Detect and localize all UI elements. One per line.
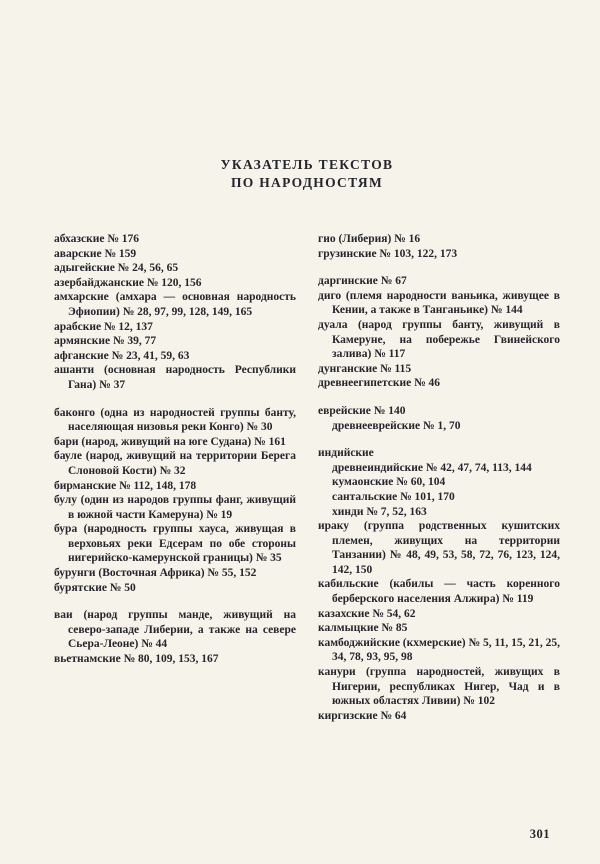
index-entry: абхазские № 176 <box>54 233 140 245</box>
index-entry: сантальские № 101, 170 <box>332 490 455 503</box>
index-entry: калмыцкие № 85 <box>318 622 408 635</box>
index-entry: индийские <box>318 447 374 460</box>
index-entry: ираку (группа родственных кушитских племен, живущих на территории Танзании) № 48, 49, 53, 58, 72, 76, 123, 124, 142, 150 <box>318 520 560 576</box>
index-entry: афганские № 23, 41, 59, 63 <box>54 349 190 362</box>
index-entry: канури (группа народностей, живущих в Нигерии, республиках Нигер, Чад и в южных областях Ливии) № 102 <box>318 666 560 708</box>
index-entry: бурунги (Восточная Африка) № 55, 152 <box>54 567 257 580</box>
index-entry: даргинские № 67 <box>318 275 407 288</box>
index-entry: бирманские № 112, 148, 178 <box>54 479 197 492</box>
page-title <box>54 156 560 192</box>
index-entry: вьетнамские № 80, 109, 153, 167 <box>54 653 219 666</box>
index-entry: диго (племя народности ваньика, живущее в Кении, а также в Танганьике) № 144 <box>318 289 560 317</box>
index-entry: арабские № 12, 137 <box>54 320 153 333</box>
index-entry: казахские № 54, 62 <box>318 607 416 620</box>
index-entry: грузинские № 103, 122, 173 <box>318 247 458 260</box>
index-entry: бурятские № 50 <box>54 581 136 594</box>
index-entry: азербайджанские № 120, 156 <box>54 276 202 289</box>
index-columns <box>54 232 560 723</box>
index-entry: кабильские (кабилы — часть коренного берберского населения Алжира) № 119 <box>318 578 560 606</box>
index-entry: кумаонские № 60, 104 <box>332 476 446 489</box>
index-entry: древнеиндийские № 42, 47, 74, 113, 144 <box>332 461 532 474</box>
index-entry: еврейские № 140 <box>318 404 406 417</box>
index-entry: киргизские № 64 <box>318 709 407 722</box>
index-entry: ваи (народ группы манде, живущий на северо-западе Либерии, а также на севере Сьера-Леоне) № 44 <box>54 609 296 651</box>
index-entry: аварские № 159 <box>54 247 137 260</box>
page-title-line2: ПО НАРОДНОСТЯМ <box>230 175 383 190</box>
index-entry: амхарские (амхара — основная народность Эфиопии) № 28, 97, 99, 128, 149, 165 <box>54 291 296 318</box>
index-entry: ашанти (основная народность Республики Гана) № 37 <box>54 364 296 391</box>
index-entry: дуала (народ группы банту, живущий в Камеруне, на побережье Гвинейского залива) № 117 <box>318 318 560 361</box>
index-entry: камбоджийские (кхмерские) № 5, 11, 15, 21, 25, 34, 78, 93, 95, 98 <box>318 636 560 664</box>
index-entry: гио (Либерия) № 16 <box>318 233 421 245</box>
index-entry: армянские № 39, 77 <box>54 335 157 348</box>
page-number: 301 <box>529 827 550 841</box>
index-entry: адыгейские № 24, 56, 65 <box>54 262 179 275</box>
index-entry: баконго (одна из народностей группы банту, населяющая низовья реки Конго) № 30 <box>54 406 296 434</box>
index-entry: булу (один из народов группы фанг, живущий в южной части Камеруна) № 19 <box>54 494 296 521</box>
index-entry: древнееврейские № 1, 70 <box>332 419 461 432</box>
left-column <box>54 232 296 723</box>
index-entry: бура (народность группы хауса, живущая в верховьях реки Едсерам по обе стороны нигерийско-камерунской границы) № 35 <box>54 523 296 565</box>
page-title-line1: УКАЗАТЕЛЬ ТЕКСТОВ <box>220 157 394 172</box>
index-entry: дунганские № 115 <box>318 362 412 375</box>
index-entry: древнеегипетские № 46 <box>318 377 440 390</box>
index-entry: бари (народ, живущий на юге Судана) № 161 <box>54 435 286 448</box>
index-entry: бауле (народ, живущий на территории Берега Слоновой Кости) № 32 <box>54 450 296 477</box>
index-entry: хинди № 7, 52, 163 <box>332 505 427 518</box>
right-column <box>318 232 560 723</box>
